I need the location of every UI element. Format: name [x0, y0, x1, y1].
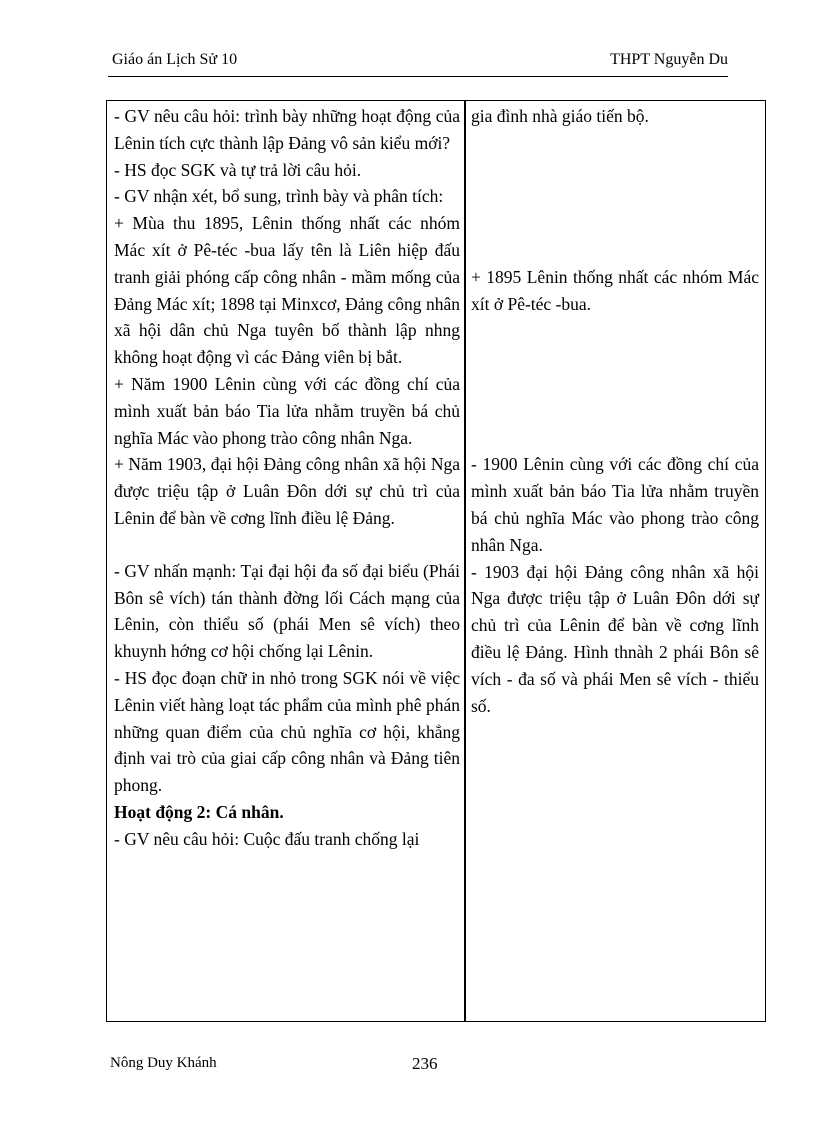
paragraph: - GV nêu câu hỏi: Cuộc đấu tranh chống lại: [114, 828, 420, 849]
footer-author: Nông Duy Khánh: [110, 1055, 217, 1071]
header-school: THPT Nguyễn Du: [610, 51, 728, 68]
paragraph: + Năm 1900 Lênin cùng với các đồng chí của mình xuất bản báo Tia lửa nhằm truyền bá chủ nghĩa Mác vào phong trào công nhân Nga.: [114, 373, 460, 448]
paragraph: - GV nêu câu hỏi: trình bày những hoạt động của Lênin tích cực thành lập Đảng vô sản kiểu mới?: [114, 106, 460, 153]
lesson-table: [106, 100, 766, 1022]
paragraph: gia đình nhà giáo tiến bộ.: [471, 106, 649, 126]
spacer: [471, 130, 759, 264]
paragraph: + 1895 Lênin thống nhất các nhóm Mác xít ở Pê-téc -bua.: [471, 266, 759, 314]
header-title: Giáo án Lịch Sử 10: [112, 51, 238, 68]
section-heading: Hoạt động 2: Cá nhân.: [114, 801, 284, 822]
right-column: [471, 103, 759, 719]
spacer: [471, 317, 759, 451]
column-divider: [464, 101, 466, 1021]
paragraph: + Mùa thu 1895, Lênin thống nhất các nhóm Mác xít ở Pê-téc -bua lấy tên là Liên hiệp đấu tranh giải phóng cấp công nhân - mầm mống của Đảng Mác xít; 1898 tại Minxcơ, Đảng công nhân xã hội dân chủ Nga tuyên bố thành lập nhng không hoạt động vì các Đảng viên bị bắt.: [114, 213, 460, 368]
paragraph: - HS đọc đoạn chữ in nhỏ trong SGK nói về việc Lênin viết hàng loạt tác phẩm của mình phê phán những quan điểm của chủ nghĩa cơ hội, khẳng định vai trò của giai cấp công nhân và Đảng tiên phong.: [114, 667, 460, 796]
paragraph: - 1903 đại hội Đảng công nhân xã hội Nga được triệu tập ở Luân Đôn dới sự chủ trì của Lênin để bàn về cơng lĩnh điều lệ Đảng. Hình thnàh 2 phái Bôn sê vích - đa số và phái Men sê vích - thiểu số.: [471, 561, 759, 716]
paragraph: - GV nhấn mạnh: Tại đại hội đa số đại biểu (Phái Bôn sê vích) tán thành đờng lối Cách mạng của Lênin, còn thiểu số (phái Men sê vích) theo khuynh hớng cơ hội chống lại Lênin.: [114, 560, 460, 662]
spacer: [114, 532, 460, 558]
paragraph: + Năm 1903, đại hội Đảng công nhân xã hội Nga được triệu tập ở Luân Đôn dới sự chủ trì của Lênin để bàn về cơng lĩnh điều lệ Đảng.: [114, 454, 460, 528]
page-header: [108, 50, 728, 77]
page-number: 236: [412, 1054, 438, 1073]
left-column: [114, 103, 460, 853]
paragraph: - 1900 Lênin cùng với các đồng chí của mình xuất bản báo Tia lửa nhằm truyền bá chủ nghĩa Mác vào phong trào công nhân Nga.: [471, 454, 759, 555]
paragraph: - HS đọc SGK và tự trả lời câu hỏi.: [114, 159, 362, 180]
paragraph: - GV nhận xét, bổ sung, trình bày và phân tích:: [114, 186, 444, 207]
